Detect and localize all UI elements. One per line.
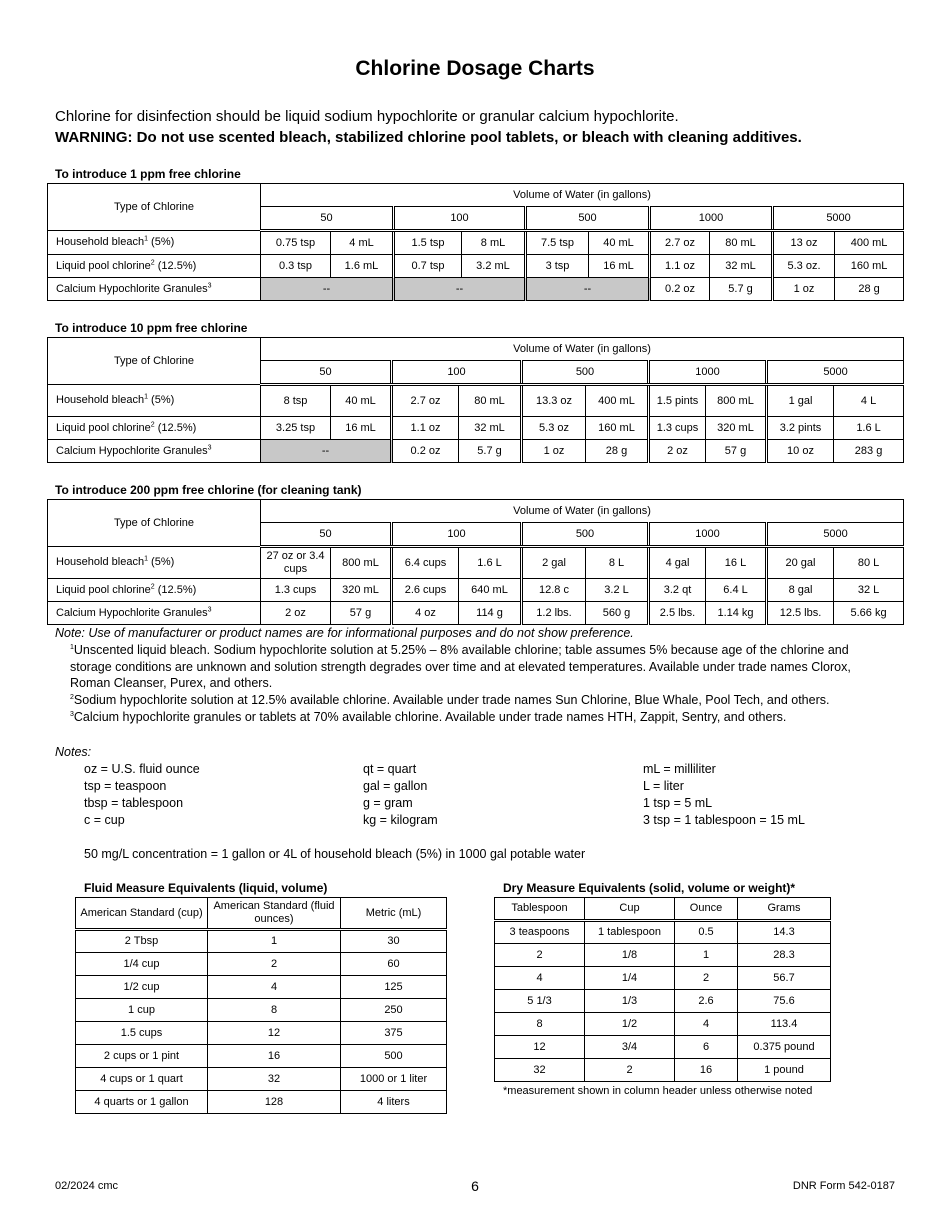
- column-header: Cup: [585, 898, 675, 921]
- cell: 28 g: [835, 278, 904, 301]
- cell: 160 mL: [835, 255, 904, 278]
- cell: 12.5 lbs.: [767, 602, 834, 625]
- cell: 28 g: [586, 440, 649, 463]
- table-row: [48, 278, 904, 301]
- cell: 8 gal: [767, 579, 834, 602]
- cell: 4: [675, 1013, 738, 1036]
- cell: 4: [495, 967, 585, 990]
- cell: 2.6: [675, 990, 738, 1013]
- gallons-1000: 1000: [649, 361, 767, 385]
- table-row: [48, 417, 904, 440]
- cell: 32: [208, 1068, 341, 1091]
- cell: 4 cups or 1 quart: [76, 1068, 208, 1091]
- cell: 3 tsp: [526, 255, 589, 278]
- cell: 75.6: [738, 990, 831, 1013]
- cell: 1 pound: [738, 1059, 831, 1082]
- column-header: American Standard (fluid ounces): [208, 898, 341, 930]
- table-row: [495, 944, 831, 967]
- cell: 128: [208, 1091, 341, 1114]
- cell: 1.5 tsp: [394, 231, 462, 255]
- table-row: [76, 999, 447, 1022]
- cell: 1/2 cup: [76, 976, 208, 999]
- cell: 1/3: [585, 990, 675, 1013]
- cell: 0.2 oz: [650, 278, 710, 301]
- cell: 20 gal: [767, 547, 834, 579]
- table-row: [76, 1091, 447, 1114]
- cell: 32: [495, 1059, 585, 1082]
- footnote-3: $^3$Calcium hypochlorite granules or tablets at 70% available chlorine. Available under trade names HTH, Zappit, Sentry, and others.: [70, 710, 787, 724]
- gallons-500: 500: [522, 523, 649, 547]
- cell: 5.3 oz.: [773, 255, 835, 278]
- abbr-item: tsp = teaspoon: [84, 779, 167, 793]
- cell: 28.3: [738, 944, 831, 967]
- cell: 12.8 c: [522, 579, 586, 602]
- cell: 4 oz: [392, 602, 459, 625]
- cell: 160 mL: [586, 417, 649, 440]
- row-label-bleach: Household bleach$^1$ (5%): [48, 547, 261, 579]
- table-row: [48, 579, 904, 602]
- cell: 113.4: [738, 1013, 831, 1036]
- table-row: [76, 1045, 447, 1068]
- cell: 27 oz or 3.4 cups: [261, 547, 331, 579]
- cell: 1/4 cup: [76, 953, 208, 976]
- abbreviations-col-1: [84, 761, 200, 829]
- table-10ppm-title: To introduce 10 ppm free chlorine: [55, 321, 248, 335]
- type-header: Type of Chlorine: [48, 500, 261, 547]
- footnote-2: $^2$Sodium hypochlorite solution at 12.5% available chlorine. Available under trade names Sun Chlorine, Blue Whale, Pool Tech, and others.: [70, 693, 830, 707]
- cell: 2 oz: [261, 602, 331, 625]
- gallons-1000: 1000: [650, 207, 773, 231]
- concentration-note: 50 mg/L concentration = 1 gallon or 4L of household bleach (5%) in 1000 gal potable water: [84, 847, 586, 861]
- row-label-granules: Calcium Hypochlorite Granules$^3$: [48, 440, 261, 463]
- abbr-item: 1 tsp = 5 mL: [643, 796, 713, 810]
- table-row: [76, 930, 447, 953]
- cell: 2: [495, 944, 585, 967]
- notes-label: Notes:: [55, 745, 92, 759]
- cell: 32 L: [834, 579, 904, 602]
- cell: 400 mL: [586, 385, 649, 417]
- cell: 13.3 oz: [522, 385, 586, 417]
- gallons-1000: 1000: [649, 523, 767, 547]
- intro-block: [55, 106, 802, 148]
- abbr-item: qt = quart: [363, 762, 417, 776]
- cell: 2 cups or 1 pint: [76, 1045, 208, 1068]
- cell: 0.3 tsp: [261, 255, 331, 278]
- gallons-50: 50: [261, 207, 394, 231]
- type-header: Type of Chlorine: [48, 184, 261, 231]
- cell: 8 mL: [462, 231, 526, 255]
- cell: 5 1/3: [495, 990, 585, 1013]
- dosage-table-1ppm: [47, 183, 904, 301]
- cell: 32 mL: [459, 417, 522, 440]
- column-header: Grams: [738, 898, 831, 921]
- cell: 1 oz: [522, 440, 586, 463]
- cell: 57 g: [331, 602, 392, 625]
- cell: 4 gal: [649, 547, 706, 579]
- table-row: [76, 1022, 447, 1045]
- intro-text: Chlorine for disinfection should be liquid sodium hypochlorite or granular calcium hypochlorite.: [55, 108, 679, 125]
- cell: 1.6 mL: [331, 255, 394, 278]
- cell: 2 oz: [649, 440, 706, 463]
- abbr-item: g = gram: [363, 796, 413, 810]
- cell: 30: [341, 930, 447, 953]
- abbr-item: kg = kilogram: [363, 813, 438, 827]
- table-row: [48, 385, 904, 417]
- cell: 12: [495, 1036, 585, 1059]
- cell: 800 mL: [706, 385, 767, 417]
- volume-header: Volume of Water (in gallons): [261, 184, 904, 207]
- cell: 4: [208, 976, 341, 999]
- cell: 8 tsp: [261, 385, 331, 417]
- cell: 1 gal: [767, 385, 834, 417]
- cell: 4 L: [834, 385, 904, 417]
- cell: 7.5 tsp: [526, 231, 589, 255]
- gallons-100: 100: [394, 207, 526, 231]
- cell: 4 mL: [331, 231, 394, 255]
- gallons-5000: 5000: [767, 361, 904, 385]
- column-header: Metric (mL): [341, 898, 447, 930]
- table-row: [48, 255, 904, 278]
- cell: 8: [208, 999, 341, 1022]
- footer-date: 02/2024 cmc: [55, 1180, 118, 1192]
- cell: 6: [675, 1036, 738, 1059]
- cell: 1 oz: [773, 278, 835, 301]
- cell: 5.7 g: [459, 440, 522, 463]
- abbreviations-col-3: [643, 761, 805, 829]
- cell: 0.5: [675, 921, 738, 944]
- cell: 40 mL: [589, 231, 650, 255]
- cell: 14.3: [738, 921, 831, 944]
- row-label-bleach: Household bleach$^1$ (5%): [48, 385, 261, 417]
- column-header: Ounce: [675, 898, 738, 921]
- cell: 1/2: [585, 1013, 675, 1036]
- cell: 2.5 lbs.: [649, 602, 706, 625]
- table-row: [495, 921, 831, 944]
- footer-form-number: DNR Form 542-0187: [792, 1180, 895, 1192]
- page-title: Chlorine Dosage Charts: [355, 57, 595, 80]
- table-row: [495, 1013, 831, 1036]
- cell: 5.7 g: [710, 278, 773, 301]
- cell: 3/4: [585, 1036, 675, 1059]
- cell: 3.2 L: [586, 579, 649, 602]
- cell: 114 g: [459, 602, 522, 625]
- volume-header: Volume of Water (in gallons): [261, 500, 904, 523]
- table-row: [48, 547, 904, 579]
- abbr-item: L = liter: [643, 779, 684, 793]
- cell: 125: [341, 976, 447, 999]
- cell: 1: [208, 930, 341, 953]
- gallons-100: 100: [392, 361, 522, 385]
- table-row: [48, 440, 904, 463]
- cell: 3.2 pints: [767, 417, 834, 440]
- cell: 57 g: [706, 440, 767, 463]
- cell: 3.2 mL: [462, 255, 526, 278]
- table-row: [495, 967, 831, 990]
- cell: --: [394, 278, 526, 301]
- cell: 80 mL: [710, 231, 773, 255]
- cell: 800 mL: [331, 547, 392, 579]
- table-row: [76, 976, 447, 999]
- cell: 0.75 tsp: [261, 231, 331, 255]
- cell: 1/4: [585, 967, 675, 990]
- cell: 16 mL: [331, 417, 392, 440]
- dosage-table-200ppm: [47, 499, 904, 625]
- cell: 1.1 oz: [392, 417, 459, 440]
- cell: 8: [495, 1013, 585, 1036]
- cell: --: [261, 278, 394, 301]
- dosage-table-10ppm: [47, 337, 904, 463]
- disclaimer-note: Note: Use of manufacturer or product names are for informational purposes and do not show preference.: [55, 626, 634, 640]
- cell: 16: [675, 1059, 738, 1082]
- cell: 283 g: [834, 440, 904, 463]
- cell: 1.6 L: [834, 417, 904, 440]
- abbr-item: 3 tsp = 1 tablespoon = 15 mL: [643, 813, 805, 827]
- cell: 16: [208, 1045, 341, 1068]
- cell: --: [261, 440, 392, 463]
- cell: 6.4 cups: [392, 547, 459, 579]
- cell: 3 teaspoons: [495, 921, 585, 944]
- cell: 16 L: [706, 547, 767, 579]
- row-label-bleach: Household bleach$^1$ (5%): [48, 231, 261, 255]
- cell: 1.3 cups: [261, 579, 331, 602]
- footnote-1: $^1$Unscented liquid bleach. Sodium hypochlorite solution at 5.25% – 8% available chlorine; table assumes 5% because age of the chlorine and storage conditions are unknown and solution strength degrades over time and at elevated temperatures. Available under trade names Clorox, Roman Cleanser, Purex, and others.: [70, 643, 851, 691]
- abbr-item: mL = milliliter: [643, 762, 716, 776]
- cell: 400 mL: [835, 231, 904, 255]
- gallons-500: 500: [522, 361, 649, 385]
- row-label-granules: Calcium Hypochlorite Granules$^3$: [48, 278, 261, 301]
- gallons-500: 500: [526, 207, 650, 231]
- cell: 1/8: [585, 944, 675, 967]
- gallons-50: 50: [261, 361, 392, 385]
- cell: 320 mL: [331, 579, 392, 602]
- cell: --: [526, 278, 650, 301]
- cell: 2.7 oz: [650, 231, 710, 255]
- table-row: [76, 1068, 447, 1091]
- cell: 1.6 L: [459, 547, 522, 579]
- abbr-item: gal = gallon: [363, 779, 428, 793]
- warning-text: WARNING: Do not use scented bleach, stabilized chlorine pool tablets, or bleach with cleaning additives.: [55, 129, 802, 146]
- cell: 1.2 lbs.: [522, 602, 586, 625]
- cell: 640 mL: [459, 579, 522, 602]
- table-row: [76, 953, 447, 976]
- cell: 1000 or 1 liter: [341, 1068, 447, 1091]
- cell: 40 mL: [331, 385, 392, 417]
- cell: 0.375 pound: [738, 1036, 831, 1059]
- cell: 1.3 cups: [649, 417, 706, 440]
- cell: 5.3 oz: [522, 417, 586, 440]
- type-header: Type of Chlorine: [48, 338, 261, 385]
- abbreviations-col-2: [363, 761, 438, 829]
- dry-measure-table: [494, 897, 831, 1082]
- cell: 60: [341, 953, 447, 976]
- gallons-50: 50: [261, 523, 392, 547]
- cell: 2 gal: [522, 547, 586, 579]
- dry-table-footnote: *measurement shown in column header unless otherwise noted: [503, 1085, 813, 1097]
- gallons-100: 100: [392, 523, 522, 547]
- cell: 1.5 cups: [76, 1022, 208, 1045]
- cell: 12: [208, 1022, 341, 1045]
- row-label-pool: Liquid pool chlorine$^2$ (12.5%): [48, 417, 261, 440]
- abbr-item: tbsp = tablespoon: [84, 796, 184, 810]
- table-row: [495, 1059, 831, 1082]
- cell: 320 mL: [706, 417, 767, 440]
- abbr-item: c = cup: [84, 813, 125, 827]
- cell: 2 Tbsp: [76, 930, 208, 953]
- cell: 8 L: [586, 547, 649, 579]
- row-label-granules: Calcium Hypochlorite Granules$^3$: [48, 602, 261, 625]
- cell: 2: [675, 967, 738, 990]
- cell: 56.7: [738, 967, 831, 990]
- table-row: [48, 602, 904, 625]
- cell: 16 mL: [589, 255, 650, 278]
- column-header: American Standard (cup): [76, 898, 208, 930]
- cell: 5.66 kg: [834, 602, 904, 625]
- cell: 2.6 cups: [392, 579, 459, 602]
- fluid-measure-table: [75, 897, 447, 1114]
- table-row: [495, 990, 831, 1013]
- cell: 32 mL: [710, 255, 773, 278]
- cell: 1: [675, 944, 738, 967]
- cell: 4 liters: [341, 1091, 447, 1114]
- cell: 560 g: [586, 602, 649, 625]
- table-1ppm-title: To introduce 1 ppm free chlorine: [55, 167, 241, 181]
- cell: 13 oz: [773, 231, 835, 255]
- cell: 0.7 tsp: [394, 255, 462, 278]
- gallons-5000: 5000: [767, 523, 904, 547]
- cell: 80 mL: [459, 385, 522, 417]
- table-row: [48, 231, 904, 255]
- table-200ppm-title: To introduce 200 ppm free chlorine (for cleaning tank): [55, 483, 362, 497]
- abbr-item: oz = U.S. fluid ounce: [84, 762, 200, 776]
- page-number: 6: [471, 1178, 479, 1194]
- cell: 500: [341, 1045, 447, 1068]
- cell: 6.4 L: [706, 579, 767, 602]
- cell: 1.14 kg: [706, 602, 767, 625]
- cell: 375: [341, 1022, 447, 1045]
- volume-header: Volume of Water (in gallons): [261, 338, 904, 361]
- row-label-pool: Liquid pool chlorine$^2$ (12.5%): [48, 579, 261, 602]
- cell: 2: [208, 953, 341, 976]
- cell: 3.2 qt: [649, 579, 706, 602]
- cell: 0.2 oz: [392, 440, 459, 463]
- cell: 1 tablespoon: [585, 921, 675, 944]
- dry-table-title: Dry Measure Equivalents (solid, volume or weight)*: [503, 881, 796, 895]
- cell: 3.25 tsp: [261, 417, 331, 440]
- fluid-table-title: Fluid Measure Equivalents (liquid, volume): [84, 881, 328, 895]
- cell: 10 oz: [767, 440, 834, 463]
- row-label-pool: Liquid pool chlorine$^2$ (12.5%): [48, 255, 261, 278]
- cell: 2: [585, 1059, 675, 1082]
- cell: 80 L: [834, 547, 904, 579]
- table-row: [495, 1036, 831, 1059]
- cell: 250: [341, 999, 447, 1022]
- cell: 4 quarts or 1 gallon: [76, 1091, 208, 1114]
- cell: 2.7 oz: [392, 385, 459, 417]
- cell: 1.5 pints: [649, 385, 706, 417]
- gallons-5000: 5000: [773, 207, 904, 231]
- cell: 1 cup: [76, 999, 208, 1022]
- column-header: Tablespoon: [495, 898, 585, 921]
- cell: 1.1 oz: [650, 255, 710, 278]
